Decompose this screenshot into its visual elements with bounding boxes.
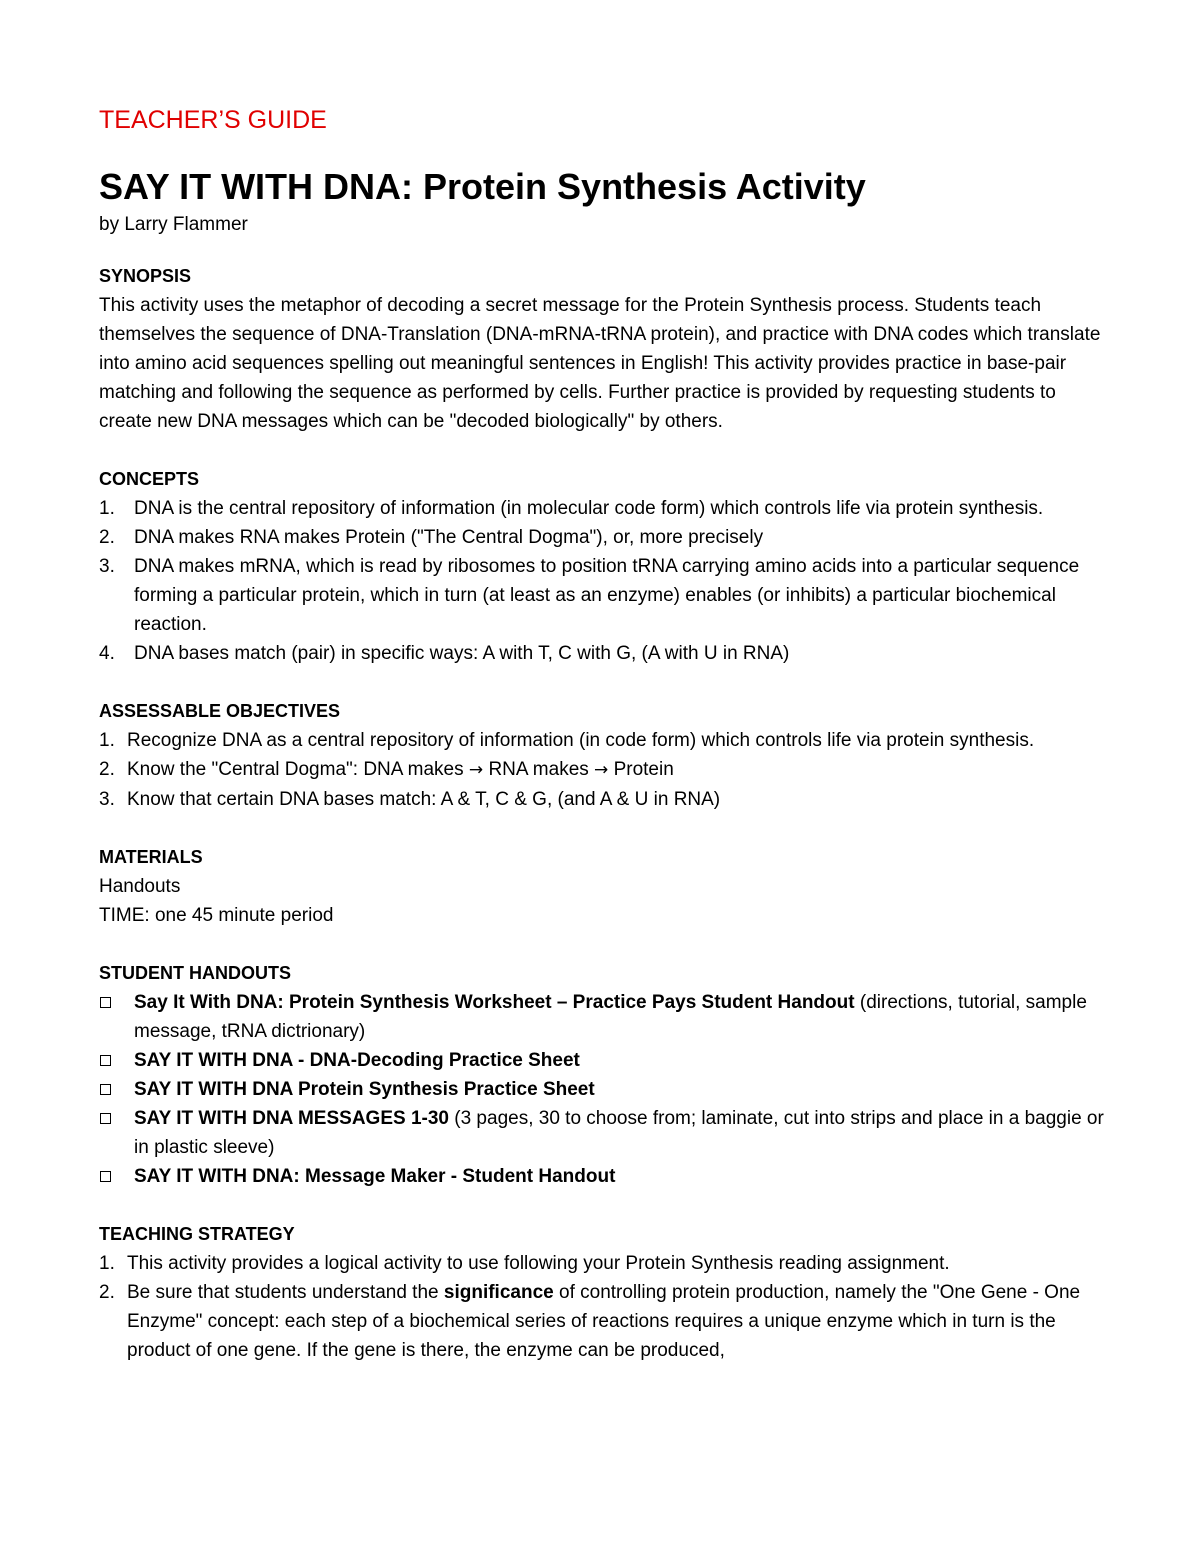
list-item — [99, 523, 1109, 552]
list-item-text: DNA makes mRNA, which is read by ribosomes to position tRNA carrying amino acids into a particular sequence forming a particular protein, which in turn (at least as an enzyme) enables (or inhibits) a particular biochemical reaction. — [134, 556, 1080, 635]
strategy-list — [99, 1249, 1109, 1365]
concepts-heading: CONCEPTS — [99, 469, 200, 489]
handout-title: SAY IT WITH DNA Protein Synthesis Practice Sheet — [134, 1079, 595, 1100]
list-item-text: Be sure that students understand the — [127, 1282, 444, 1303]
list-number: 1. — [99, 730, 115, 751]
list-number: 2. — [99, 527, 115, 548]
list-item — [99, 494, 1109, 523]
list-item-text: DNA makes RNA makes Protein ("The Central Dogma"), or, more precisely — [134, 527, 764, 548]
synopsis-text: This activity uses the metaphor of decoding a secret message for the Protein Synthesis process. Students teach themselves the sequence of DNA-Translation (DNA-mRNA-tRNA protein), and practice with DNA codes which translate into amino acid sequences spelling out meaningful sentences in English! This activity provides practice in base-pair matching and following the sequence as performed by cells. Further practice is provided by requesting students to create new DNA messages which can be "decoded biologically" by others. — [99, 295, 1101, 432]
checkbox-icon — [100, 997, 111, 1008]
list-number: 2. — [99, 1282, 115, 1303]
synopsis-section — [99, 262, 1109, 436]
list-item-text: RNA makes — [483, 759, 595, 780]
document-content — [99, 102, 1109, 1365]
handout-title: Say It With DNA: Protein Synthesis Worksheet – Practice Pays Student Handout — [134, 992, 855, 1013]
handout-description: (directions, tutorial, sample message, tRNA dictrionary) — [134, 992, 1087, 1042]
list-item — [99, 1104, 1109, 1162]
list-item — [99, 988, 1109, 1046]
list-item — [99, 1075, 1109, 1104]
concepts-list — [99, 494, 1109, 668]
list-item-text: DNA bases match (pair) in specific ways: A with T, C with G, (A with U in RNA) — [134, 643, 790, 664]
checkbox-icon — [100, 1171, 111, 1182]
list-item-text: DNA is the central repository of information (in molecular code form) which controls life via protein synthesis. — [134, 498, 1044, 519]
list-item — [99, 755, 1109, 785]
objectives-list — [99, 726, 1109, 814]
checkbox-icon — [100, 1055, 111, 1066]
list-item-text: Recognize DNA as a central repository of information (in code form) which controls life via protein synthesis. — [127, 730, 1035, 751]
checkbox-icon — [100, 1084, 111, 1095]
handouts-list — [99, 988, 1109, 1191]
materials-handouts: Handouts — [99, 876, 181, 897]
list-number: 1. — [99, 1253, 115, 1274]
list-number: 3. — [99, 789, 115, 810]
strategy-section — [99, 1220, 1109, 1365]
list-item-text: of controlling protein production, namely the "One Gene - One Enzyme" concept: each step of a biochemical series of reactions requires a unique enzyme which in turn is the product of one gene. If the gene is there, the enzyme can be produced, — [127, 1282, 1081, 1361]
list-number: 1. — [99, 498, 115, 519]
materials-time: TIME: one 45 minute period — [99, 905, 334, 926]
strategy-heading: TEACHING STRATEGY — [99, 1224, 295, 1244]
list-item — [99, 552, 1109, 639]
list-item — [99, 1046, 1109, 1075]
list-number: 3. — [99, 556, 115, 577]
objectives-section — [99, 697, 1109, 814]
handout-description: (3 pages, 30 to choose from; laminate, cut into strips and place in a baggie or in plastic sleeve) — [134, 1108, 1104, 1158]
materials-heading: MATERIALS — [99, 847, 203, 867]
handout-title: SAY IT WITH DNA MESSAGES 1-30 — [134, 1108, 449, 1129]
list-number: 4. — [99, 643, 115, 664]
handouts-heading: STUDENT HANDOUTS — [99, 963, 291, 983]
objectives-heading: ASSESSABLE OBJECTIVES — [99, 701, 341, 721]
handout-title: SAY IT WITH DNA: Message Maker - Student Handout — [134, 1166, 616, 1187]
synopsis-heading: SYNOPSIS — [99, 266, 192, 286]
handouts-section — [99, 959, 1109, 1191]
list-item-text: Know that certain DNA bases match: A & T, C & G, (and A & U in RNA) — [127, 789, 721, 810]
emphasis-text: significance — [443, 1282, 554, 1303]
list-item — [99, 785, 1109, 814]
list-number: 2. — [99, 759, 115, 780]
list-item-text: Know the "Central Dogma": DNA makes — [127, 759, 469, 780]
materials-section — [99, 843, 1109, 930]
list-item — [99, 1278, 1109, 1365]
list-item — [99, 726, 1109, 755]
list-item-text: This activity provides a logical activity to use following your Protein Synthesis reading assignment. — [127, 1253, 950, 1274]
list-item — [99, 1249, 1109, 1278]
handout-title: SAY IT WITH DNA - DNA-Decoding Practice Sheet — [134, 1050, 580, 1071]
concepts-section — [99, 465, 1109, 668]
list-item — [99, 1162, 1109, 1191]
checkbox-icon — [100, 1113, 111, 1124]
list-item-text: Protein — [608, 759, 674, 780]
arrow-right-icon: → — [594, 760, 609, 780]
arrow-right-icon: → — [468, 760, 484, 780]
list-item — [99, 639, 1109, 668]
document-title: SAY IT WITH DNA: Protein Synthesis Activity — [99, 166, 866, 207]
teachers-guide-label: TEACHER’S GUIDE — [99, 106, 327, 134]
author-line: by Larry Flammer — [99, 214, 248, 235]
